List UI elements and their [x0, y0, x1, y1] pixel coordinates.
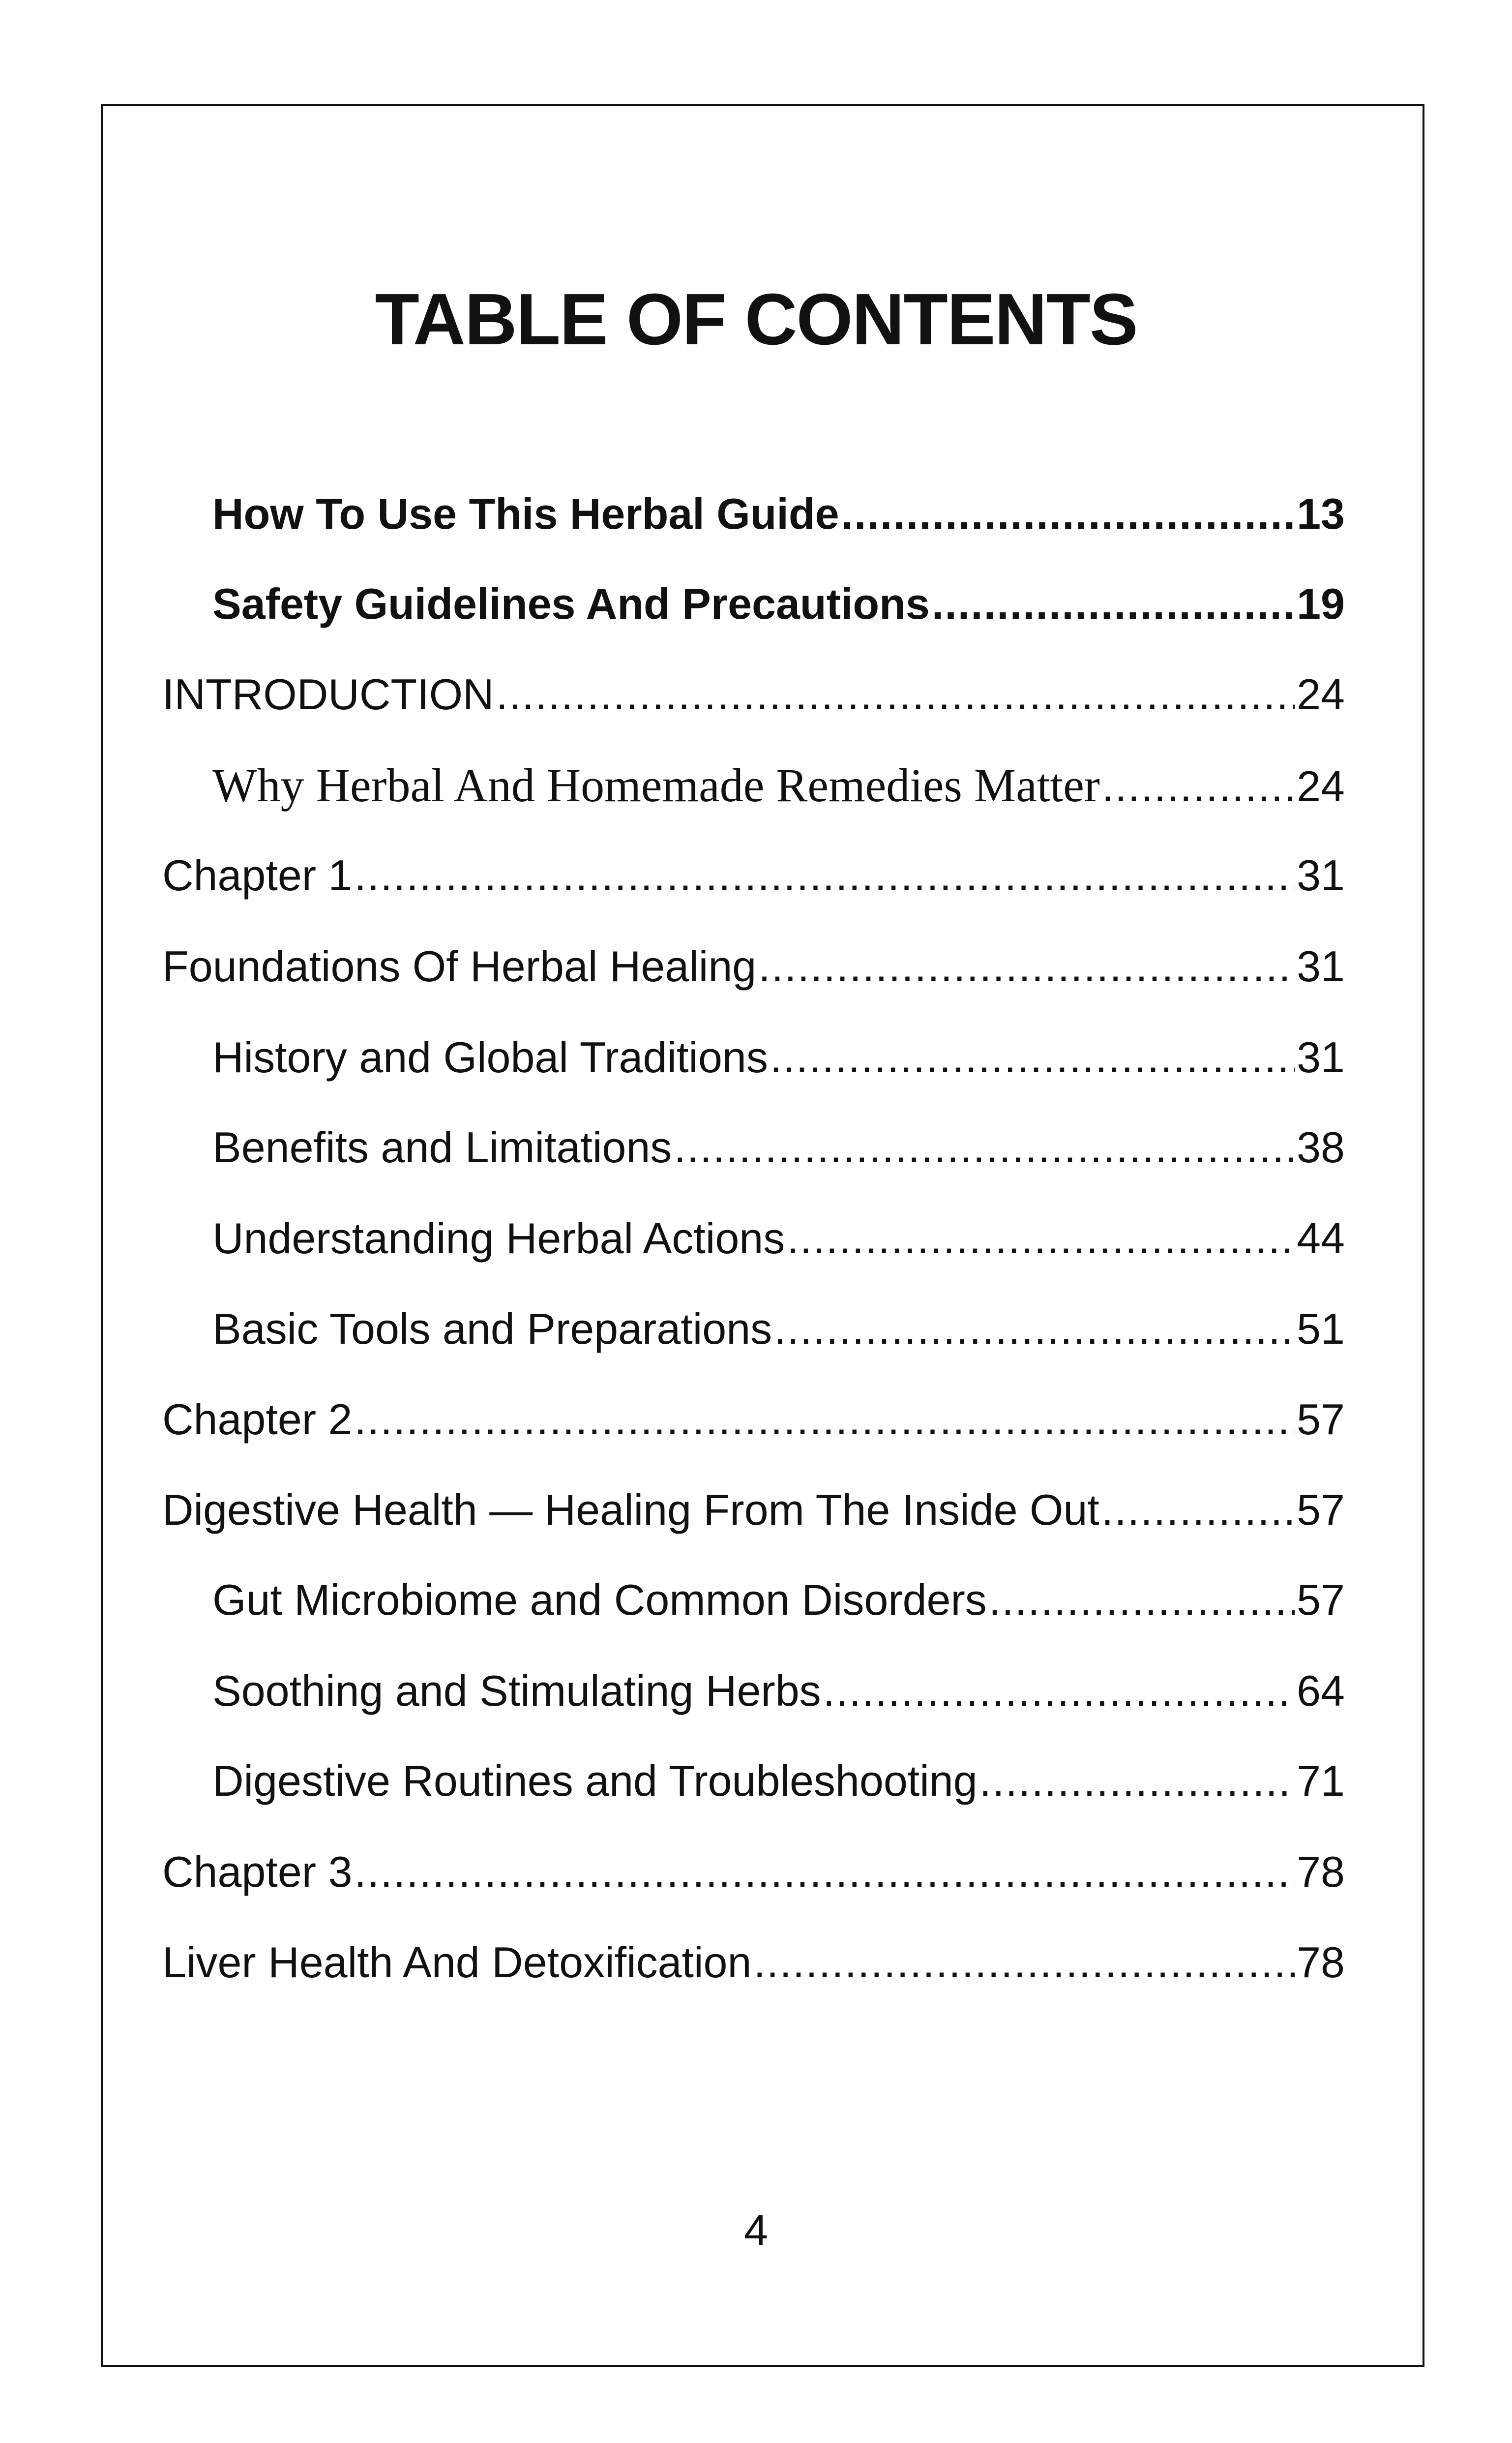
dot-leader	[354, 1842, 1295, 1901]
toc-entry-label: Chapter 3	[162, 1847, 353, 1896]
toc-entry-page: 31	[1297, 942, 1345, 991]
toc-entry-digestive-routines[interactable]	[212, 1751, 1345, 1810]
toc-entry-page: 57	[1297, 1575, 1345, 1624]
dot-leader	[774, 1299, 1295, 1358]
dot-leader	[787, 1209, 1295, 1268]
toc-entry-foundations[interactable]	[162, 937, 1345, 996]
toc-entry-label: Why Herbal And Homemade Remedies Matter	[212, 759, 1100, 812]
toc-entry-page: 31	[1297, 1033, 1345, 1082]
dot-leader	[932, 574, 1295, 633]
toc-entry-label: How To Use This Herbal Guide	[212, 489, 839, 538]
dot-leader	[770, 1028, 1295, 1087]
toc-entry-page: 51	[1297, 1304, 1345, 1353]
toc-entry-gut-microbiome[interactable]	[212, 1570, 1345, 1629]
toc-entry-page: 78	[1297, 1847, 1345, 1896]
toc-entry-page: 13	[1297, 489, 1345, 538]
toc-entry-page: 38	[1297, 1123, 1345, 1172]
toc-entry-label: Digestive Health — Healing From The Inside Out	[162, 1485, 1099, 1534]
toc-entry-page: 19	[1297, 579, 1345, 628]
dot-leader	[989, 1570, 1295, 1629]
toc-entry-label: Chapter 2	[162, 1395, 353, 1444]
toc-entry-label: Chapter 1	[162, 851, 353, 900]
toc-entry-label: Understanding Herbal Actions	[212, 1214, 785, 1263]
toc-entry-page: 24	[1297, 670, 1345, 719]
toc-entry-why-herbal[interactable]	[212, 756, 1345, 815]
toc-entry-introduction[interactable]	[162, 665, 1345, 724]
dot-leader	[674, 1118, 1295, 1177]
page-number: 4	[744, 2206, 768, 2255]
toc-entry-page: 31	[1297, 851, 1345, 900]
dot-leader	[758, 937, 1295, 996]
toc-entry-page: 71	[1297, 1756, 1345, 1805]
toc-entry-label: Foundations Of Herbal Healing	[162, 942, 757, 991]
toc-entry-label: Liver Health And Detoxification	[162, 1938, 752, 1987]
toc-entry-page: 78	[1297, 1938, 1345, 1987]
dot-leader	[1102, 757, 1295, 816]
toc-entry-label: Basic Tools and Preparations	[212, 1304, 772, 1353]
toc-entry-liver-health[interactable]	[162, 1933, 1345, 1992]
dot-leader	[354, 846, 1295, 905]
toc-entry-digestive-health[interactable]	[162, 1480, 1345, 1539]
page-title: TABLE OF CONTENTS	[375, 279, 1137, 360]
toc-entry-safety-guidelines[interactable]	[212, 574, 1345, 633]
toc-entry-label: INTRODUCTION	[162, 670, 494, 719]
toc-entry-label: Gut Microbiome and Common Disorders	[212, 1575, 987, 1624]
toc-entry-basic-tools[interactable]	[212, 1299, 1345, 1358]
dot-leader	[841, 484, 1295, 543]
toc-entry-chapter-2[interactable]	[162, 1390, 1345, 1449]
dot-leader	[823, 1661, 1295, 1720]
toc-entry-label: Safety Guidelines And Precautions	[212, 579, 930, 628]
toc-entry-label: Digestive Routines and Troubleshooting	[212, 1756, 978, 1805]
toc-entry-page: 44	[1297, 1214, 1345, 1263]
toc-entry-label: Benefits and Limitations	[212, 1123, 672, 1172]
toc-entry-soothing-herbs[interactable]	[212, 1661, 1345, 1720]
toc-entry-page: 57	[1297, 1395, 1345, 1444]
toc-entry-page: 64	[1297, 1666, 1345, 1715]
toc-entry-understanding[interactable]	[212, 1209, 1345, 1268]
toc-entry-page: 24	[1297, 762, 1345, 811]
toc-entry-how-to-use[interactable]	[212, 484, 1345, 543]
toc-entry-benefits[interactable]	[212, 1118, 1345, 1177]
toc-entry-chapter-3[interactable]	[162, 1842, 1345, 1901]
toc-entry-history[interactable]	[212, 1028, 1345, 1087]
dot-leader	[979, 1751, 1295, 1810]
dot-leader	[354, 1390, 1295, 1449]
toc-entry-label: Soothing and Stimulating Herbs	[212, 1666, 821, 1715]
toc-entry-chapter-1[interactable]	[162, 846, 1345, 905]
dot-leader	[1101, 1480, 1295, 1539]
toc-entry-page: 57	[1297, 1485, 1345, 1534]
toc-entry-label: History and Global Traditions	[212, 1033, 768, 1082]
dot-leader	[496, 665, 1295, 724]
dot-leader	[753, 1933, 1295, 1992]
